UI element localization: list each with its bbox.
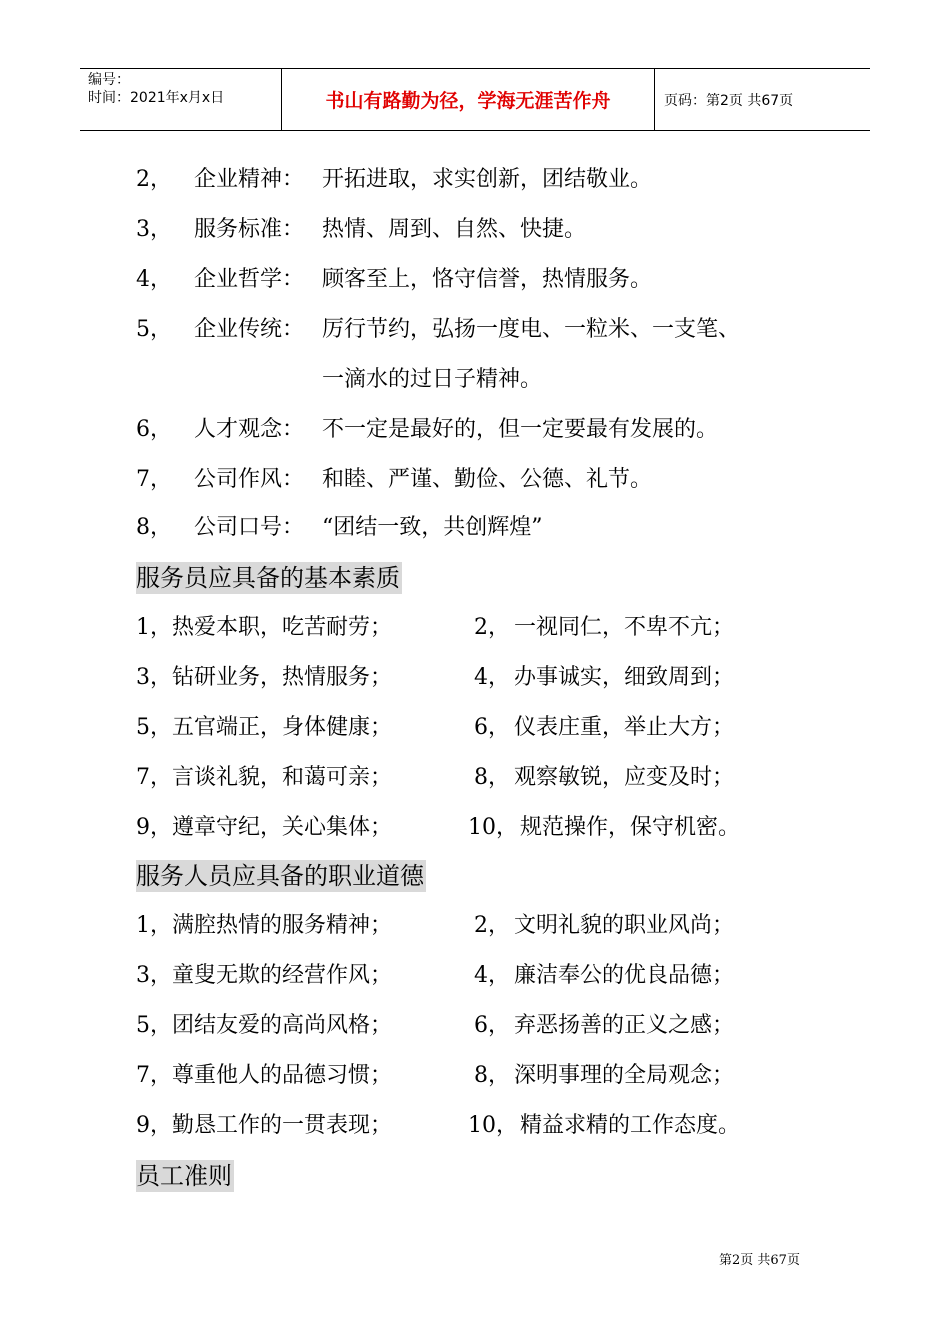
list-row	[0, 762, 950, 794]
list-item-left: 3，童叟无欺的经营作风；	[136, 963, 392, 988]
header-motto: 书山有路勤为径，学海无涯苦作舟	[325, 90, 611, 112]
list-item-number: 8，	[474, 1063, 510, 1088]
header-page-label: 页码：第2页 共67页	[664, 92, 794, 109]
item-text: 开拓进取，求实创新，团结敬业。	[322, 167, 653, 192]
list-row	[0, 1010, 950, 1042]
list-item-left: 7，尊重他人的品德习惯；	[136, 1063, 392, 1088]
list-row	[0, 712, 950, 744]
section-heading: 服务人员应具备的职业道德	[136, 862, 424, 890]
time-label: 时间：2021年x月x日	[88, 90, 225, 106]
item-term: 公司作风：	[194, 467, 305, 492]
culture-item	[0, 414, 950, 446]
list-item-right: 一视同仁，不卑不亢；	[514, 615, 735, 640]
list-item-right: 观察敏锐，应变及时；	[514, 765, 735, 790]
list-item-number: 4，	[474, 963, 510, 988]
item-text: “团结一致，共创辉煌”	[322, 515, 543, 540]
list-item-right: 文明礼貌的职业风尚；	[514, 913, 735, 938]
culture-item	[0, 164, 950, 196]
page-footer: 第2页 共67页	[719, 1253, 800, 1268]
item-number: 8，	[136, 515, 172, 540]
list-item-number: 2，	[474, 615, 510, 640]
list-item-left: 7，言谈礼貌，和蔼可亲；	[136, 765, 392, 790]
list-row	[0, 960, 950, 992]
item-term: 企业精神：	[194, 167, 305, 192]
list-item-left: 9，遵章守纪，关心集体；	[136, 815, 392, 840]
item-number: 3，	[136, 217, 172, 242]
list-row	[0, 1110, 950, 1142]
item-term: 人才观念：	[194, 417, 305, 442]
item-number: 6，	[136, 417, 172, 442]
list-item-number: 6，	[474, 715, 510, 740]
list-row	[0, 612, 950, 644]
list-item-number: 10，	[468, 815, 518, 840]
item-text: 不一定是最好的，但一定要最有发展的。	[322, 417, 719, 442]
item-text: 一滴水的过日子精神。	[322, 367, 543, 392]
list-item-right: 办事诚实，细致周到；	[514, 665, 735, 690]
item-term: 企业哲学：	[194, 267, 305, 292]
list-item-left: 5，五官端正，身体健康；	[136, 715, 392, 740]
culture-item-continuation	[0, 364, 950, 396]
list-item-number: 4，	[474, 665, 510, 690]
header-meta	[80, 69, 280, 130]
list-item-right: 深明事理的全局观念；	[514, 1063, 735, 1088]
list-item-left: 5，团结友爱的高尚风格；	[136, 1013, 392, 1038]
culture-item	[0, 314, 950, 346]
item-number: 7，	[136, 467, 172, 492]
list-item-right: 弃恶扬善的正义之感；	[514, 1013, 735, 1038]
section-heading: 服务员应具备的基本素质	[136, 564, 400, 592]
item-term: 服务标准：	[194, 217, 305, 242]
list-item-left: 3，钻研业务，热情服务；	[136, 665, 392, 690]
list-item-number: 8，	[474, 765, 510, 790]
section-heading: 员工准则	[136, 1162, 232, 1190]
list-item-right: 精益求精的工作态度。	[520, 1113, 741, 1138]
item-text: 厉行节约，弘扬一度电、一粒米、一支笔、	[322, 317, 741, 342]
list-item-right: 规范操作，保守机密。	[520, 815, 741, 840]
list-item-left: 1，热爱本职，吃苦耐劳；	[136, 615, 392, 640]
item-text: 热情、周到、自然、快捷。	[322, 217, 587, 242]
list-item-left: 9，勤恳工作的一贯表现；	[136, 1113, 392, 1138]
header-divider	[654, 69, 655, 130]
list-row	[0, 1060, 950, 1092]
item-number: 2，	[136, 167, 172, 192]
item-term: 公司口号：	[194, 515, 305, 540]
list-item-number: 2，	[474, 913, 510, 938]
list-item-right: 廉洁奉公的优良品德；	[514, 963, 735, 988]
item-text: 顾客至上，恪守信誉，热情服务。	[322, 267, 653, 292]
list-item-left: 1，满腔热情的服务精神；	[136, 913, 392, 938]
culture-item	[0, 464, 950, 496]
number-label: 编号：	[88, 72, 130, 88]
item-text: 和睦、严谨、勤俭、公德、礼节。	[322, 467, 653, 492]
list-row	[0, 910, 950, 942]
item-term: 企业传统：	[194, 317, 305, 342]
item-number: 5，	[136, 317, 172, 342]
culture-item	[0, 214, 950, 246]
list-row	[0, 662, 950, 694]
culture-item	[0, 264, 950, 296]
list-item-number: 10，	[468, 1113, 518, 1138]
item-number: 4，	[136, 267, 172, 292]
page-header	[80, 68, 870, 131]
culture-item	[0, 512, 950, 544]
list-row	[0, 812, 950, 844]
list-item-number: 6，	[474, 1013, 510, 1038]
list-item-right: 仪表庄重，举止大方；	[514, 715, 735, 740]
